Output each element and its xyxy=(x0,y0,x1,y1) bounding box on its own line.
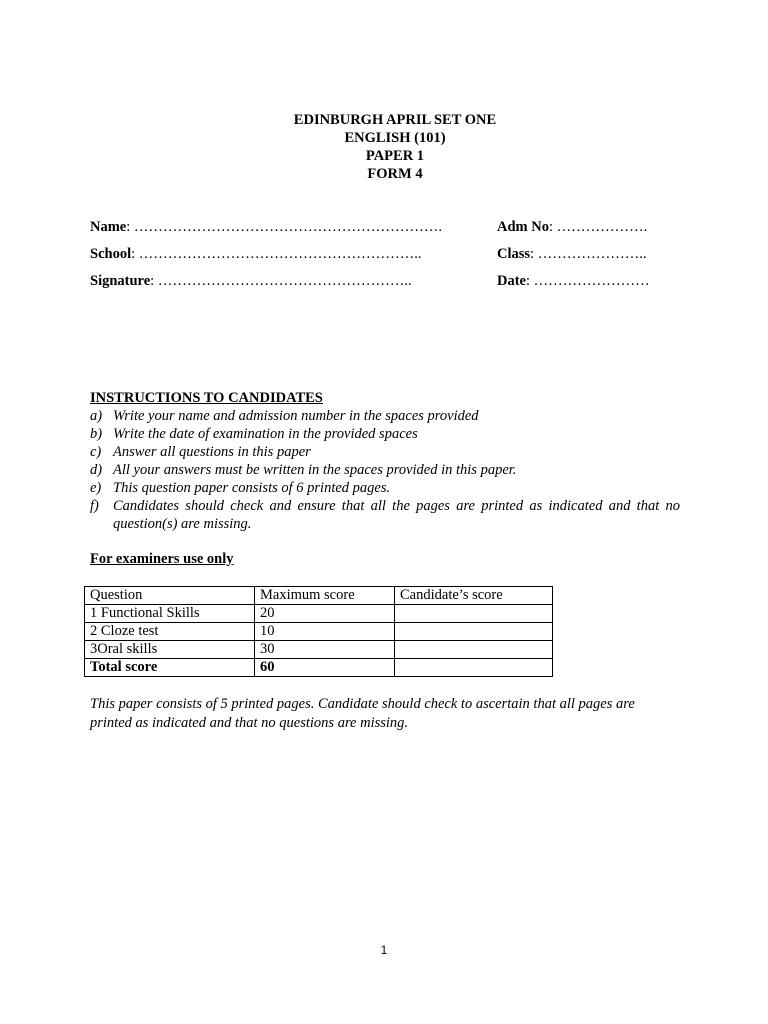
instruction-letter: f) xyxy=(90,498,99,514)
school-dots: : ………………………………………………….. xyxy=(131,246,422,262)
class-field[interactable] xyxy=(497,245,646,263)
date-dots: : …………………… xyxy=(526,273,650,289)
exam-header xyxy=(0,111,768,183)
table-header-row xyxy=(85,587,553,605)
question-cell: 3Oral skills xyxy=(85,641,255,659)
school-field[interactable] xyxy=(90,245,422,263)
instruction-letter: b) xyxy=(90,426,103,442)
adm-no-label: Adm No xyxy=(497,219,549,235)
instructions-title: INSTRUCTIONS TO CANDIDATES xyxy=(90,390,323,406)
header-question: Question xyxy=(85,587,255,605)
instruction-item xyxy=(90,497,680,533)
name-field[interactable] xyxy=(90,218,442,236)
instruction-text: Answer all questions in this paper xyxy=(113,444,311,460)
instruction-text: Write the date of examination in the provided spaces xyxy=(113,426,418,442)
instruction-text: This question paper consists of 6 printed pages. xyxy=(113,480,391,496)
instruction-item xyxy=(90,425,680,443)
score-table xyxy=(84,586,553,677)
header-candidate-score: Candidate’s score xyxy=(395,587,553,605)
instruction-item xyxy=(90,443,680,461)
name-label: Name xyxy=(90,219,127,235)
signature-field[interactable] xyxy=(90,272,412,290)
signature-dots: : …………………………………………….. xyxy=(150,273,412,289)
table-row xyxy=(85,605,553,623)
exam-title: EDINBURGH APRIL SET ONE xyxy=(293,112,497,128)
question-cell: 2 Cloze test xyxy=(85,623,255,641)
name-dots: : ………………………………………………………. xyxy=(126,219,443,235)
footer-note: This paper consists of 5 printed pages. Candidate should check to ascertain that all pages are printed as indicated and that no questions are missing. xyxy=(90,696,635,731)
adm-no-field[interactable] xyxy=(497,218,647,236)
instruction-item xyxy=(90,407,680,425)
instruction-text: Candidates should check and ensure that all the pages are printed as indicated and that no question(s) are missing. xyxy=(113,498,680,532)
total-candidate-cell[interactable] xyxy=(395,659,553,677)
instructions-list xyxy=(90,407,680,533)
total-max-cell: 60 xyxy=(255,659,395,677)
table-row xyxy=(85,623,553,641)
signature-label: Signature xyxy=(90,273,151,289)
examiners-use-title: For examiners use only xyxy=(90,551,234,567)
candidate-score-cell[interactable] xyxy=(395,641,553,659)
question-cell: 1 Functional Skills xyxy=(85,605,255,623)
date-field[interactable] xyxy=(497,272,650,290)
total-label-cell: Total score xyxy=(85,659,255,677)
max-score-cell: 20 xyxy=(255,605,395,623)
header-max-score: Maximum score xyxy=(255,587,395,605)
form-title: FORM 4 xyxy=(367,166,423,182)
paper-title: PAPER 1 xyxy=(365,148,425,164)
max-score-cell: 30 xyxy=(255,641,395,659)
date-label: Date xyxy=(497,273,526,289)
school-label: School xyxy=(90,246,132,262)
subject-title: ENGLISH (101) xyxy=(344,130,446,146)
max-score-cell: 10 xyxy=(255,623,395,641)
candidate-score-cell[interactable] xyxy=(395,623,553,641)
class-label: Class xyxy=(497,246,531,262)
class-dots: : ………………….. xyxy=(530,246,647,262)
instruction-letter: d) xyxy=(90,462,103,478)
instruction-text: All your answers must be written in the spaces provided in this paper. xyxy=(113,462,517,478)
instruction-letter: a) xyxy=(90,408,103,424)
adm-no-dots: : ………………. xyxy=(548,219,648,235)
page-number: 1 xyxy=(380,943,388,957)
instruction-text: Write your name and admission number in the spaces provided xyxy=(113,408,479,424)
instruction-letter: e) xyxy=(90,480,102,496)
instruction-letter: c) xyxy=(90,444,102,460)
instruction-item xyxy=(90,461,680,479)
table-total-row xyxy=(85,659,553,677)
instruction-item xyxy=(90,479,680,497)
table-row xyxy=(85,641,553,659)
candidate-score-cell[interactable] xyxy=(395,605,553,623)
